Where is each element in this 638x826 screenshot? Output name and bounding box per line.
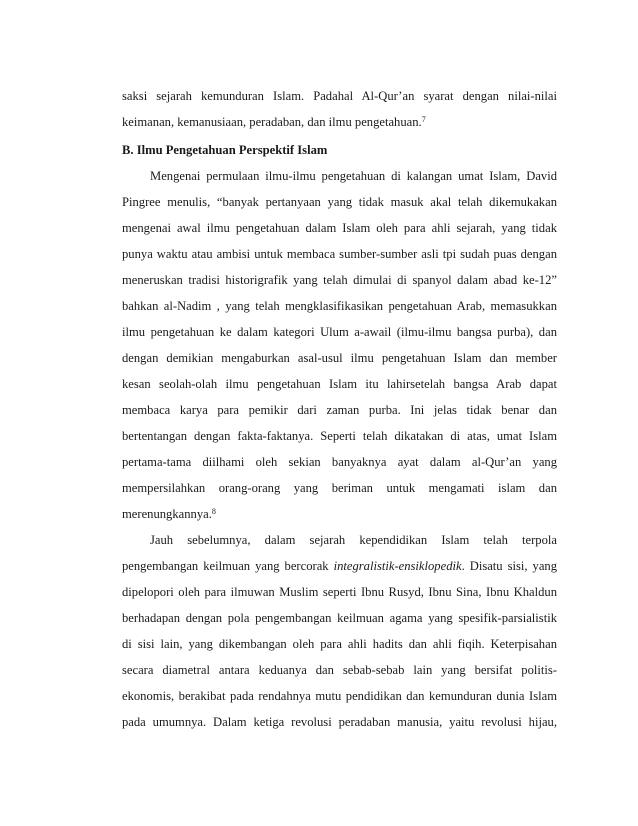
footnote-ref-7[interactable]: 7: [421, 115, 426, 124]
section-heading: B. Ilmu Pengetahuan Perspektif Islam: [122, 143, 328, 157]
body-line: saksi sejarah kemunduran Islam. Padahal Al-Qur’an syarat dengan nilai-nilai: [122, 89, 557, 103]
body-line: [122, 506, 557, 522]
body-line: Pingree menulis, “banyak pertanyaan yang tidak masuk akal telah dikemukakan: [122, 195, 557, 209]
body-line: [122, 114, 557, 130]
body-line: kesan seolah-olah ilmu pengetahuan Islam itu lahirsetelah bangsa Arab dapat: [122, 377, 557, 391]
body-text: keimanan, kemanusiaan, peradaban, dan ilmu pengetahuan.: [122, 115, 422, 129]
body-line: di sisi lain, yang dikembangan oleh para ahli hadits dan ahli fiqih. Keterpisahan: [122, 637, 557, 651]
body-line: ilmu pengetahuan ke dalam kategori Ulum a-awail (ilmu-ilmu bangsa purba), dan: [122, 325, 557, 339]
emphasis-text: integralistik-ensiklopedik: [333, 559, 462, 573]
body-text: pengembangan keilmuan yang bercorak: [122, 559, 334, 573]
body-line: berhadapan dengan pola pengembangan keilmuan agama yang spesifik-parsialistik: [122, 611, 557, 625]
body-line: pertama-tama diilhami oleh sekian banyaknya ayat dalam al-Qur’an yang: [122, 455, 557, 469]
footnote-ref-8[interactable]: 8: [211, 507, 216, 516]
body-line: bertentangan dengan fakta-faktanya. Seperti telah dikatakan di atas, umat Islam: [122, 429, 557, 443]
body-line: Mengenai permulaan ilmu-ilmu pengetahuan di kalangan umat Islam, David: [150, 169, 557, 183]
body-line: punya waktu atau ambisi untuk membaca sumber-sumber asli tpi sudah puas dengan: [122, 247, 557, 261]
body-text: . Disatu sisi, yang: [461, 559, 558, 573]
body-line: membaca karya para pemikir dari zaman purba. Ini jelas tidak benar dan: [122, 403, 557, 417]
body-text: merenungkannya.: [122, 507, 212, 521]
body-line: ekonomis, berakibat pada rendahnya mutu pendidikan dan kemunduran dunia Islam: [122, 689, 557, 703]
body-line: bahkan al-Nadim , yang telah mengklasifikasikan pengetahuan Arab, memasukkan: [122, 299, 557, 313]
body-line: dipelopori oleh para ilmuwan Muslim seperti Ibnu Rusyd, Ibnu Sina, Ibnu Khaldun: [122, 585, 557, 599]
body-line: pada umumnya. Dalam ketiga revolusi peradaban manusia, yaitu revolusi hijau,: [122, 715, 557, 729]
body-line: mempersilahkan orang-orang yang beriman untuk mengamati islam dan: [122, 481, 557, 495]
body-line: secara diametral antara keduanya dan sebab-sebab lain yang bersifat politis-: [122, 663, 557, 677]
body-line: mengenai awal ilmu pengetahuan dalam Islam oleh para ahli sejarah, yang tidak: [122, 221, 557, 235]
body-line: dengan demikian mengaburkan asal-usul ilmu pengetahuan Islam dan member: [122, 351, 557, 365]
body-line: [122, 558, 557, 574]
body-line: meneruskan tradisi historigrafik yang telah dimulai di spanyol dalam abad ke-12”: [122, 273, 557, 287]
body-line: Jauh sebelumnya, dalam sejarah kependidikan Islam telah terpola: [150, 533, 557, 547]
